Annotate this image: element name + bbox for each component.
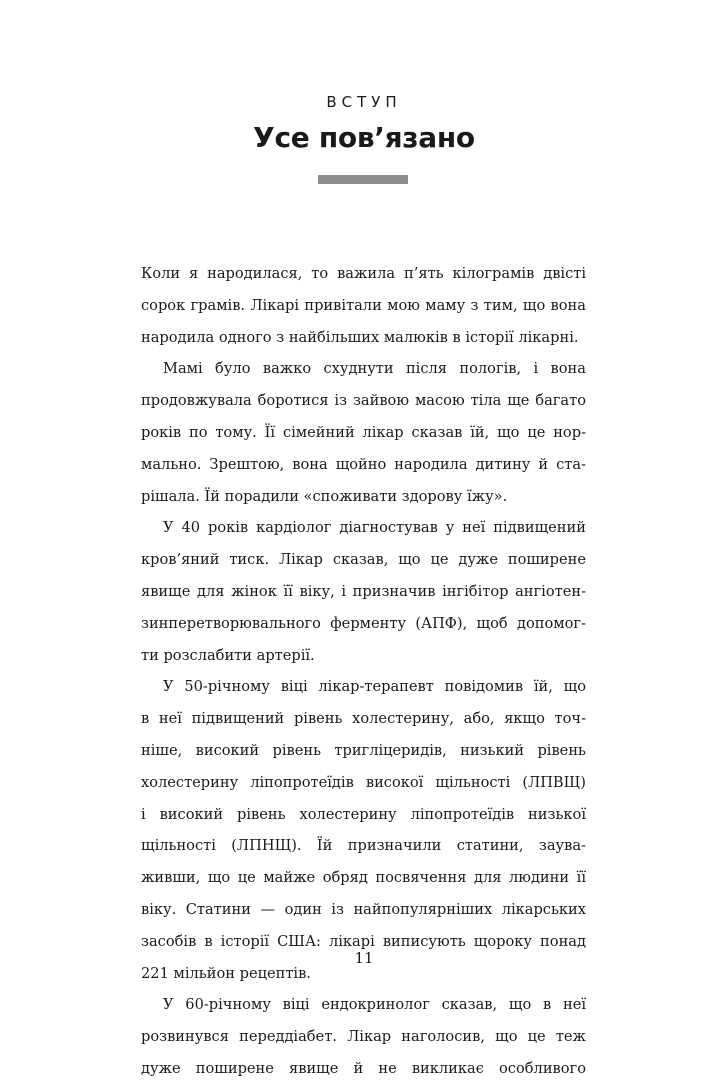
text-line: сорок грамів. Лікарі привітали мою маму з тим, що вона xyxy=(141,296,586,314)
text-line: Мамі було важко схуднути після пологів, і вона xyxy=(163,360,586,378)
text-line: У 60-річному віці ендокринолог сказав, що в неї xyxy=(163,996,586,1014)
text-line: і високий рівень холестерину ліпопротеїдів низької xyxy=(141,805,586,823)
text-line: розвинувся переддіабет. Лікар наголосив, що це теж xyxy=(141,1028,586,1046)
chapter-title: Усе пов’язано xyxy=(253,121,475,154)
text-line: У 50-річному віці лікар-терапевт повідомив їй, що xyxy=(163,678,586,696)
text-line: народила одного з найбільших малюків в історії лікарні. xyxy=(141,328,579,346)
paragraph xyxy=(141,258,586,353)
text-line: холестерину ліпопротеїдів високої щільності (ЛПВЩ) xyxy=(141,773,586,791)
text-line: дуже поширене явище й не викликає особливого xyxy=(141,1059,586,1077)
paragraph xyxy=(141,353,586,512)
text-line: У 40 років кардіолог діагностував у неї підвищений xyxy=(163,519,586,537)
text-line: мально. Зрештою, вона щойно народила дитину й ста- xyxy=(141,455,586,473)
text-line: явище для жінок її віку, і призначив інгібітор ангіотен- xyxy=(141,582,586,600)
paragraph xyxy=(141,671,586,989)
page-number: 11 xyxy=(354,949,374,967)
text-line: рішала. Їй порадили «споживати здорову їжу». xyxy=(141,487,508,505)
text-line: в неї підвищений рівень холестерину, або, якщо точ- xyxy=(141,710,586,728)
chapter-kicker: ВСТУП xyxy=(326,93,402,111)
text-line: ти розслабити артерії. xyxy=(141,646,315,664)
text-line: зинперетворювального ферменту (АПФ), щоб допомог- xyxy=(141,614,586,632)
title-underline-rule xyxy=(318,175,408,184)
text-line: продовжувала боротися із зайвою масою тіла ще багато xyxy=(141,392,586,410)
paragraph xyxy=(141,989,586,1084)
text-line: років по тому. Її сімейний лікар сказав їй, що це нор- xyxy=(141,423,586,441)
text-line: ніше, високий рівень тригліцеридів, низький рівень xyxy=(141,741,586,759)
text-line: засобів в історії США: лікарі виписують щороку понад xyxy=(141,932,586,950)
text-line: кров’яний тиск. Лікар сказав, що це дуже поширене xyxy=(141,551,586,569)
paragraph xyxy=(141,512,586,671)
text-line: щільності (ЛПНЩ). Їй призначили статини, заува- xyxy=(141,837,586,855)
text-line: 221 мільйон рецептів. xyxy=(141,964,311,982)
text-line: живши, що це майже обряд посвячення для людини її xyxy=(141,869,586,887)
text-line: віку. Статини — один із найпопулярніших лікарських xyxy=(141,900,586,918)
text-line: Коли я народилася, то важила п’ять кілограмів двісті xyxy=(141,265,586,282)
